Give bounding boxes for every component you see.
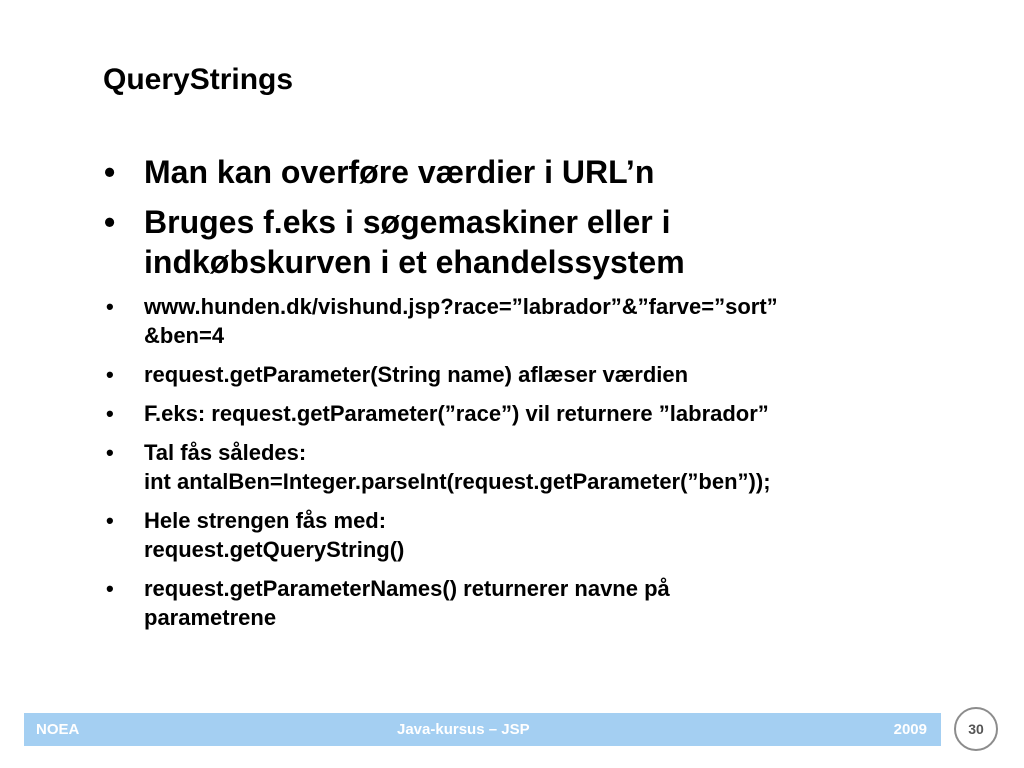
bullet-text: request.getParameterNames() returnerer navne på — [144, 576, 670, 601]
bullet-marker: • — [104, 154, 116, 190]
bullet-marker: • — [106, 294, 114, 319]
bullet-text: request.getQueryString() — [144, 537, 405, 562]
bullet-marker: • — [106, 576, 114, 601]
bullet-item — [100, 438, 1000, 496]
bullet-text: request.getParameter(String name) aflæser værdien — [144, 362, 689, 387]
bullet-marker: • — [106, 362, 114, 387]
bullet-item — [100, 399, 1000, 428]
bullet-text: www.hunden.dk/vishund.jsp?race=”labrador”&”farve=”sort” — [144, 294, 778, 319]
footer-bar — [24, 713, 941, 746]
bullet-text: indkøbskurven i et ehandelssystem — [144, 244, 685, 280]
bullet-item — [100, 506, 1000, 564]
bullet-marker: • — [106, 508, 114, 533]
footer-year: 2009 — [893, 721, 927, 738]
bullet-marker: • — [104, 204, 116, 240]
bullet-text: F.eks: request.getParameter(”race”) vil returnere ”labrador” — [144, 401, 769, 426]
bullet-list — [100, 152, 1000, 642]
bullet-text: Man kan overføre værdier i URL’n — [144, 154, 655, 190]
footer-organization: NOEA — [36, 721, 80, 738]
bullet-marker: • — [106, 401, 114, 426]
bullet-item — [100, 152, 1000, 192]
bullet-text: parametrene — [144, 605, 277, 630]
bullet-marker: • — [106, 440, 114, 465]
bullet-item — [100, 292, 1000, 350]
footer-course-title: Java-kursus – JSP — [397, 721, 530, 738]
bullet-item — [100, 202, 1000, 282]
bullet-item — [100, 574, 1000, 632]
bullet-item — [100, 360, 1000, 389]
bullet-text: Tal fås således: — [144, 440, 307, 465]
bullet-text: Bruges f.eks i søgemaskiner eller i — [144, 204, 671, 240]
bullet-text: int antalBen=Integer.parseInt(request.getParameter(”ben”)); — [144, 469, 771, 494]
page-number-badge: 30 — [954, 707, 998, 751]
bullet-text: Hele strengen fås med: — [144, 508, 387, 533]
slide-title: QueryStrings — [103, 63, 294, 96]
bullet-text: &ben=4 — [144, 323, 225, 348]
